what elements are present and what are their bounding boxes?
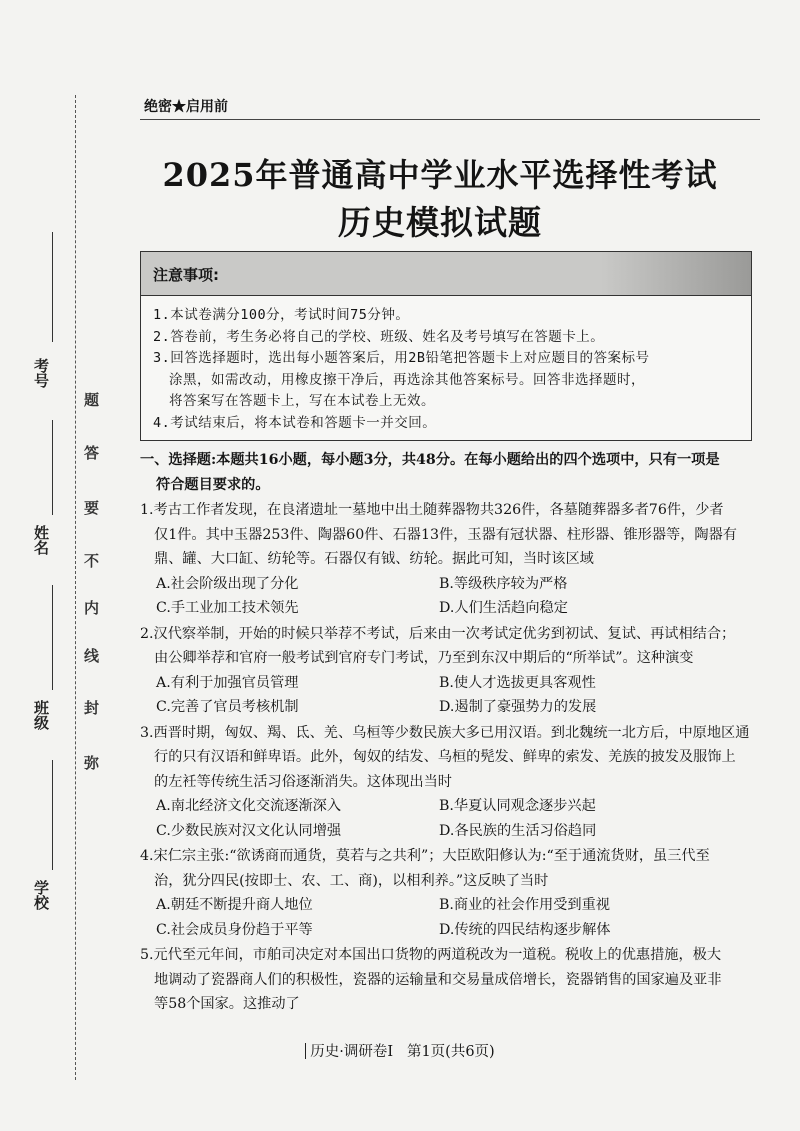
notice-item-2: 2.答卷前，考生务必将自己的学校、班级、姓名及考号填写在答题卡上。 bbox=[153, 328, 605, 345]
seal-warning-8: 题 bbox=[82, 392, 100, 407]
notice-box bbox=[140, 251, 752, 441]
footer-page-number: 第1页(共6页) bbox=[406, 1044, 495, 1060]
exam-no-label: 考号 bbox=[32, 358, 50, 388]
question-4-line1: 4.宋仁宗主张:“欲诱商而通货，莫若与之共利”；大臣欧阳修认为:“至于通流货财，虽三代至 bbox=[140, 848, 710, 864]
notice-item-3-cont: 涂黑，如需改动，用橡皮擦干净后，再选涂其他答案标号。回答非选择题时， bbox=[169, 371, 645, 388]
section-instruction-line1: 一、选择题:本题共16小题，每小题3分，共48分。在每小题给出的四个选项中，只有一项是 bbox=[140, 452, 720, 468]
question-5-line3: 等58个国家。这推动了 bbox=[154, 996, 300, 1012]
question-3 bbox=[140, 721, 755, 844]
notice-body bbox=[141, 296, 751, 434]
notice-header bbox=[141, 252, 751, 296]
question-1-option-a[interactable]: A.社会阶级出现了分化 bbox=[156, 575, 299, 592]
seal-warning-7: 答 bbox=[82, 445, 100, 460]
question-4 bbox=[140, 844, 755, 942]
question-2-option-c[interactable]: C.完善了官员考核机制 bbox=[156, 699, 299, 715]
question-3-option-c[interactable]: C.少数民族对汉文化认同增强 bbox=[156, 822, 342, 839]
exam-subtitle: 历史模拟试题 bbox=[338, 203, 542, 242]
question-5-line2: 地调动了瓷器商人们的积极性，瓷器的运输量和交易量成倍增长，瓷器销售的国家遍及亚非 bbox=[154, 971, 722, 988]
question-1-line3: 鼎、罐、大口缸、纺轮等。石器仅有钺、纺轮。据此可知，当时该区域 bbox=[154, 551, 594, 567]
exam-title: 2025年普通高中学业水平选择性考试 bbox=[162, 156, 718, 194]
name-label: 姓名 bbox=[32, 525, 50, 555]
footer-bar bbox=[305, 1043, 306, 1059]
question-3-option-a[interactable]: A.南北经济文化交流逐渐深入 bbox=[156, 798, 342, 814]
notice-item-3-cont2: 将答案写在答题卡上，写在本试卷上无效。 bbox=[169, 393, 435, 409]
question-area bbox=[140, 448, 755, 1017]
notice-title: 注意事项: bbox=[153, 266, 219, 284]
question-3-option-d[interactable]: D.各民族的生活习俗趋同 bbox=[439, 822, 597, 839]
question-4-option-a[interactable]: A.朝廷不断提升商人地位 bbox=[156, 897, 313, 913]
question-2-option-b[interactable]: B.使人才选拔更具客观性 bbox=[439, 674, 596, 691]
exam-no-field[interactable] bbox=[52, 232, 53, 342]
seal-warning-6: 要 bbox=[82, 500, 100, 515]
question-1-option-d[interactable]: D.人们生活趋向稳定 bbox=[439, 600, 568, 616]
notice-item-1: 1.本试卷满分100分，考试时间75分钟。 bbox=[153, 307, 410, 323]
notice-item-3: 3.回答选择题时，选出每小题答案后，用2B铅笔把答题卡上对应题目的答案标号 bbox=[153, 350, 650, 366]
confidential-mark: 绝密★启用前 bbox=[144, 99, 228, 115]
name-field[interactable] bbox=[52, 420, 53, 515]
question-4-option-b[interactable]: B.商业的社会作用受到重视 bbox=[439, 897, 610, 913]
question-4-option-c[interactable]: C.社会成员身份趋于平等 bbox=[156, 921, 313, 938]
question-3-option-b[interactable]: B.华夏认同观念逐步兴起 bbox=[439, 798, 596, 814]
question-5-line1: 5.元代至元年间，市舶司决定对本国出口货物的两道税改为一道税。税收上的优惠措施，极大 bbox=[140, 947, 722, 963]
question-3-line2: 行的只有汉语和鲜卑语。此外，匈奴的结发、乌桓的髡发、鲜卑的索发、羌族的披发及服饰上 bbox=[154, 749, 736, 765]
question-1-option-c[interactable]: C.手工业加工技术领先 bbox=[156, 600, 299, 616]
question-2-line1: 2.汉代察举制，开始的时候只举荐不考试，后来由一次考试定优劣到初试、复试、再试相结合； bbox=[140, 625, 736, 642]
seal-warning-5: 不 bbox=[82, 553, 100, 568]
question-2 bbox=[140, 622, 755, 720]
question-4-option-d[interactable]: D.传统的四民结构逐步解体 bbox=[439, 921, 611, 938]
school-field[interactable] bbox=[52, 760, 53, 870]
section-heading bbox=[140, 448, 755, 497]
question-1-line2: 仅1件。其中玉器253件、陶器60件、石器13件，玉器有冠状器、柱形器、锥形器等，陶器有 bbox=[154, 526, 737, 543]
class-field[interactable] bbox=[52, 585, 53, 690]
question-2-line2: 由公卿举荐和官府一般考试到官府专门考试，乃至到东汉中期后的“所举试”。这种演变 bbox=[154, 650, 694, 666]
seal-warning-4: 内 bbox=[82, 600, 100, 615]
seal-warning-2: 封 bbox=[82, 700, 100, 715]
school-label: 学校 bbox=[32, 880, 50, 910]
question-4-line2: 治，犹分四民(按即士、农、工、商)，以相利养。”这反映了当时 bbox=[154, 872, 549, 889]
footer-subject: 历史·调研卷Ⅰ bbox=[310, 1044, 394, 1060]
page-footer bbox=[0, 1040, 800, 1061]
question-1-line1: 1.考古工作者发现，在良渚遗址一墓地中出土随葬器物共326件，各墓随葬器多者76件，少者 bbox=[140, 502, 724, 518]
question-5 bbox=[140, 943, 755, 1017]
section-instruction-line2: 符合题目要求的。 bbox=[156, 476, 270, 493]
notice-item-4: 4.考试结束后，将本试卷和答题卡一并交回。 bbox=[153, 414, 437, 431]
header-rule bbox=[140, 119, 760, 120]
question-1 bbox=[140, 498, 755, 621]
question-3-line1: 3.西晋时期，匈奴、羯、氐、羌、乌桓等少数民族大多已用汉语。到北魏统一北方后，中原地区通 bbox=[140, 724, 750, 741]
question-2-option-d[interactable]: D.遏制了豪强势力的发展 bbox=[439, 699, 597, 715]
question-3-line3: 的左衽等传统生活习俗逐渐消失。这体现出当时 bbox=[154, 773, 452, 790]
question-1-option-b[interactable]: B.等级秩序较为严格 bbox=[439, 575, 568, 592]
class-label: 班级 bbox=[32, 700, 50, 730]
question-2-option-a[interactable]: A.有利于加强官员管理 bbox=[156, 674, 299, 691]
seal-warning-1: 弥 bbox=[82, 755, 100, 770]
seal-warning-3: 线 bbox=[82, 648, 100, 663]
